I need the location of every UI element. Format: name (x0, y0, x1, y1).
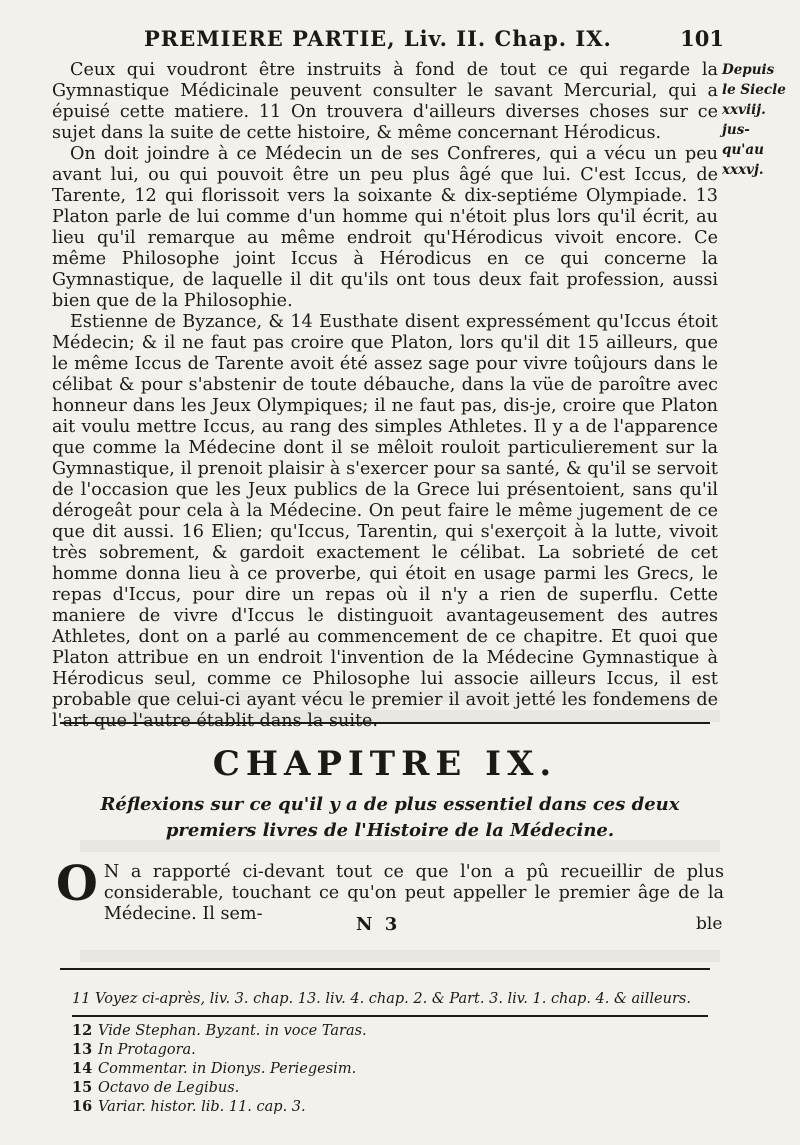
signature-mark: N 3 (356, 914, 401, 935)
bleed-through-decoration (80, 950, 720, 962)
footnote-11: 11 Voyez ci-après, liv. 3. chap. 13. liv. 4. chap. 2. & Part. 3. liv. 1. chap. 4. & ailleurs. (72, 991, 691, 1007)
footnote-item: 13 In Protagora. (72, 1041, 196, 1058)
paragraph: On doit joindre à ce Médecin un de ses Confreres, qui a vécu un peu avant lui, ou qui pouvoit être un peu plus âgé que lui. C'est Iccus, de Tarente, 12 qui florissoit vers la soixante & dix-septiéme Olympiade. 13 Platon parle de lui comme d'un homme qui n'étoit plus lors qu'il écrit, au lieu qu'il remarque au même endroit qu'Hérodicus vivoit encore. Ce même Philosophe joint Iccus à Hérodicus en ce qui concerne la Gymnastique, de laquelle il dit qu'ils ont tous deux fait profession, aussi bien que de la Philosophie. (52, 144, 718, 311)
section-divider (60, 722, 710, 724)
page-number: 101 (680, 26, 724, 51)
footnote-list (72, 1021, 722, 1116)
footnote-item: 14 Commentar. in Dionys. Periegesim. (72, 1060, 357, 1077)
footnote-item: 15 Octavo de Legibus. (72, 1079, 240, 1096)
paragraph: Ceux qui voudront être instruits à fond de tout ce qui regarde la Gymnastique Médicinale peuvent consulter le savant Mercurial, qui a épuisé cette matiere. 11 On trouvera d'ailleurs diverses choses sur ce sujet dans la suite de cette histoire, & même concernant Hérodicus. (52, 60, 718, 143)
footnotes (72, 990, 722, 1116)
paragraph: Estienne de Byzance, & 14 Eusthate disent expressément qu'Iccus étoit Médecin; & il ne faut pas croire que Platon, lors qu'il dit 15 ailleurs, que le même Iccus de Tarente avoit été assez sage pour vivre toûjours dans le célibat & pour s'abstenir de toute débauche, dans la vüe de paroître avec honneur dans les Jeux Olympiques; il ne faut pas, dis-je, croire que Platon ait voulu mettre Iccus, au rang des simples Athletes. Il y a de l'apparence que comme la Médecine dont il se mêloit rouloit particulierement sur la Gymnastique, il prenoit plaisir à s'exercer pour sa santé, & qu'il se servoit de l'occasion que les Jeux publics de la Grece lui présentoient, sans qu'il dérogeât pour cela à la Médecine. On peut faire le même jugement de ce que dit aussi. 16 Elien; qu'Iccus, Tarentin, qui s'exerçoit à la lutte, vivoit très sobrement, & gardoit exactement le célibat. La sobrieté de cet homme donna lieu à ce proverbe, qui étoit en usage parmi les Grecs, le repas d'Iccus, pour dire un repas où il n'y a rien de superflu. Cette maniere de vivre d'Iccus le distinguoit avantageusement des autres Athletes, dont on a parlé au commencement de ce chapitre. Et quoi que Platon attribue en un endroit l'invention de la Médecine Gymnastique à Hérodicus seul, comme ce Philosophe lui associe ailleurs Iccus, il est probable que celui-ci ayant vécu le premier il avoit jetté les fondemens de l'art que l'autre établit dans la suite. (52, 312, 718, 731)
opening-text: N a rapporté ci-devant tout ce que l'on a pû recueillir de plus considerable, touchant ce qu'on peut appeller le premier âge de la Médecine. Il sem- (103, 862, 724, 924)
margin-note-line: jus- (722, 122, 750, 138)
margin-note-line: xxviij. (722, 102, 766, 118)
margin-note (722, 60, 796, 180)
chapter-title: CHAPITRE IX. (212, 744, 558, 784)
running-title: PREMIERE PARTIE, Liv. II. Chap. IX. (144, 26, 612, 51)
drop-cap: O (56, 856, 98, 912)
footnote-rule (72, 1015, 708, 1017)
footnote-divider (60, 968, 710, 970)
margin-note-line: qu'au (722, 142, 764, 158)
margin-note-line: le Siecle (722, 82, 786, 98)
margin-note-line: xxxvj. (722, 162, 764, 178)
main-text (52, 60, 718, 732)
margin-note-line: Depuis (722, 62, 775, 78)
chapter-subtitle: Réflexions sur ce qu'il y a de plus essentiel dans ces deux premiers livres de l'Histoire de la Médecine. (100, 794, 680, 841)
running-header (60, 24, 724, 54)
footnote-item: 16 Variar. histor. lib. 11. cap. 3. (72, 1098, 306, 1115)
catchword: ble (696, 914, 723, 934)
footnote-item: 12 Vide Stephan. Byzant. in voce Taras. (72, 1022, 367, 1039)
